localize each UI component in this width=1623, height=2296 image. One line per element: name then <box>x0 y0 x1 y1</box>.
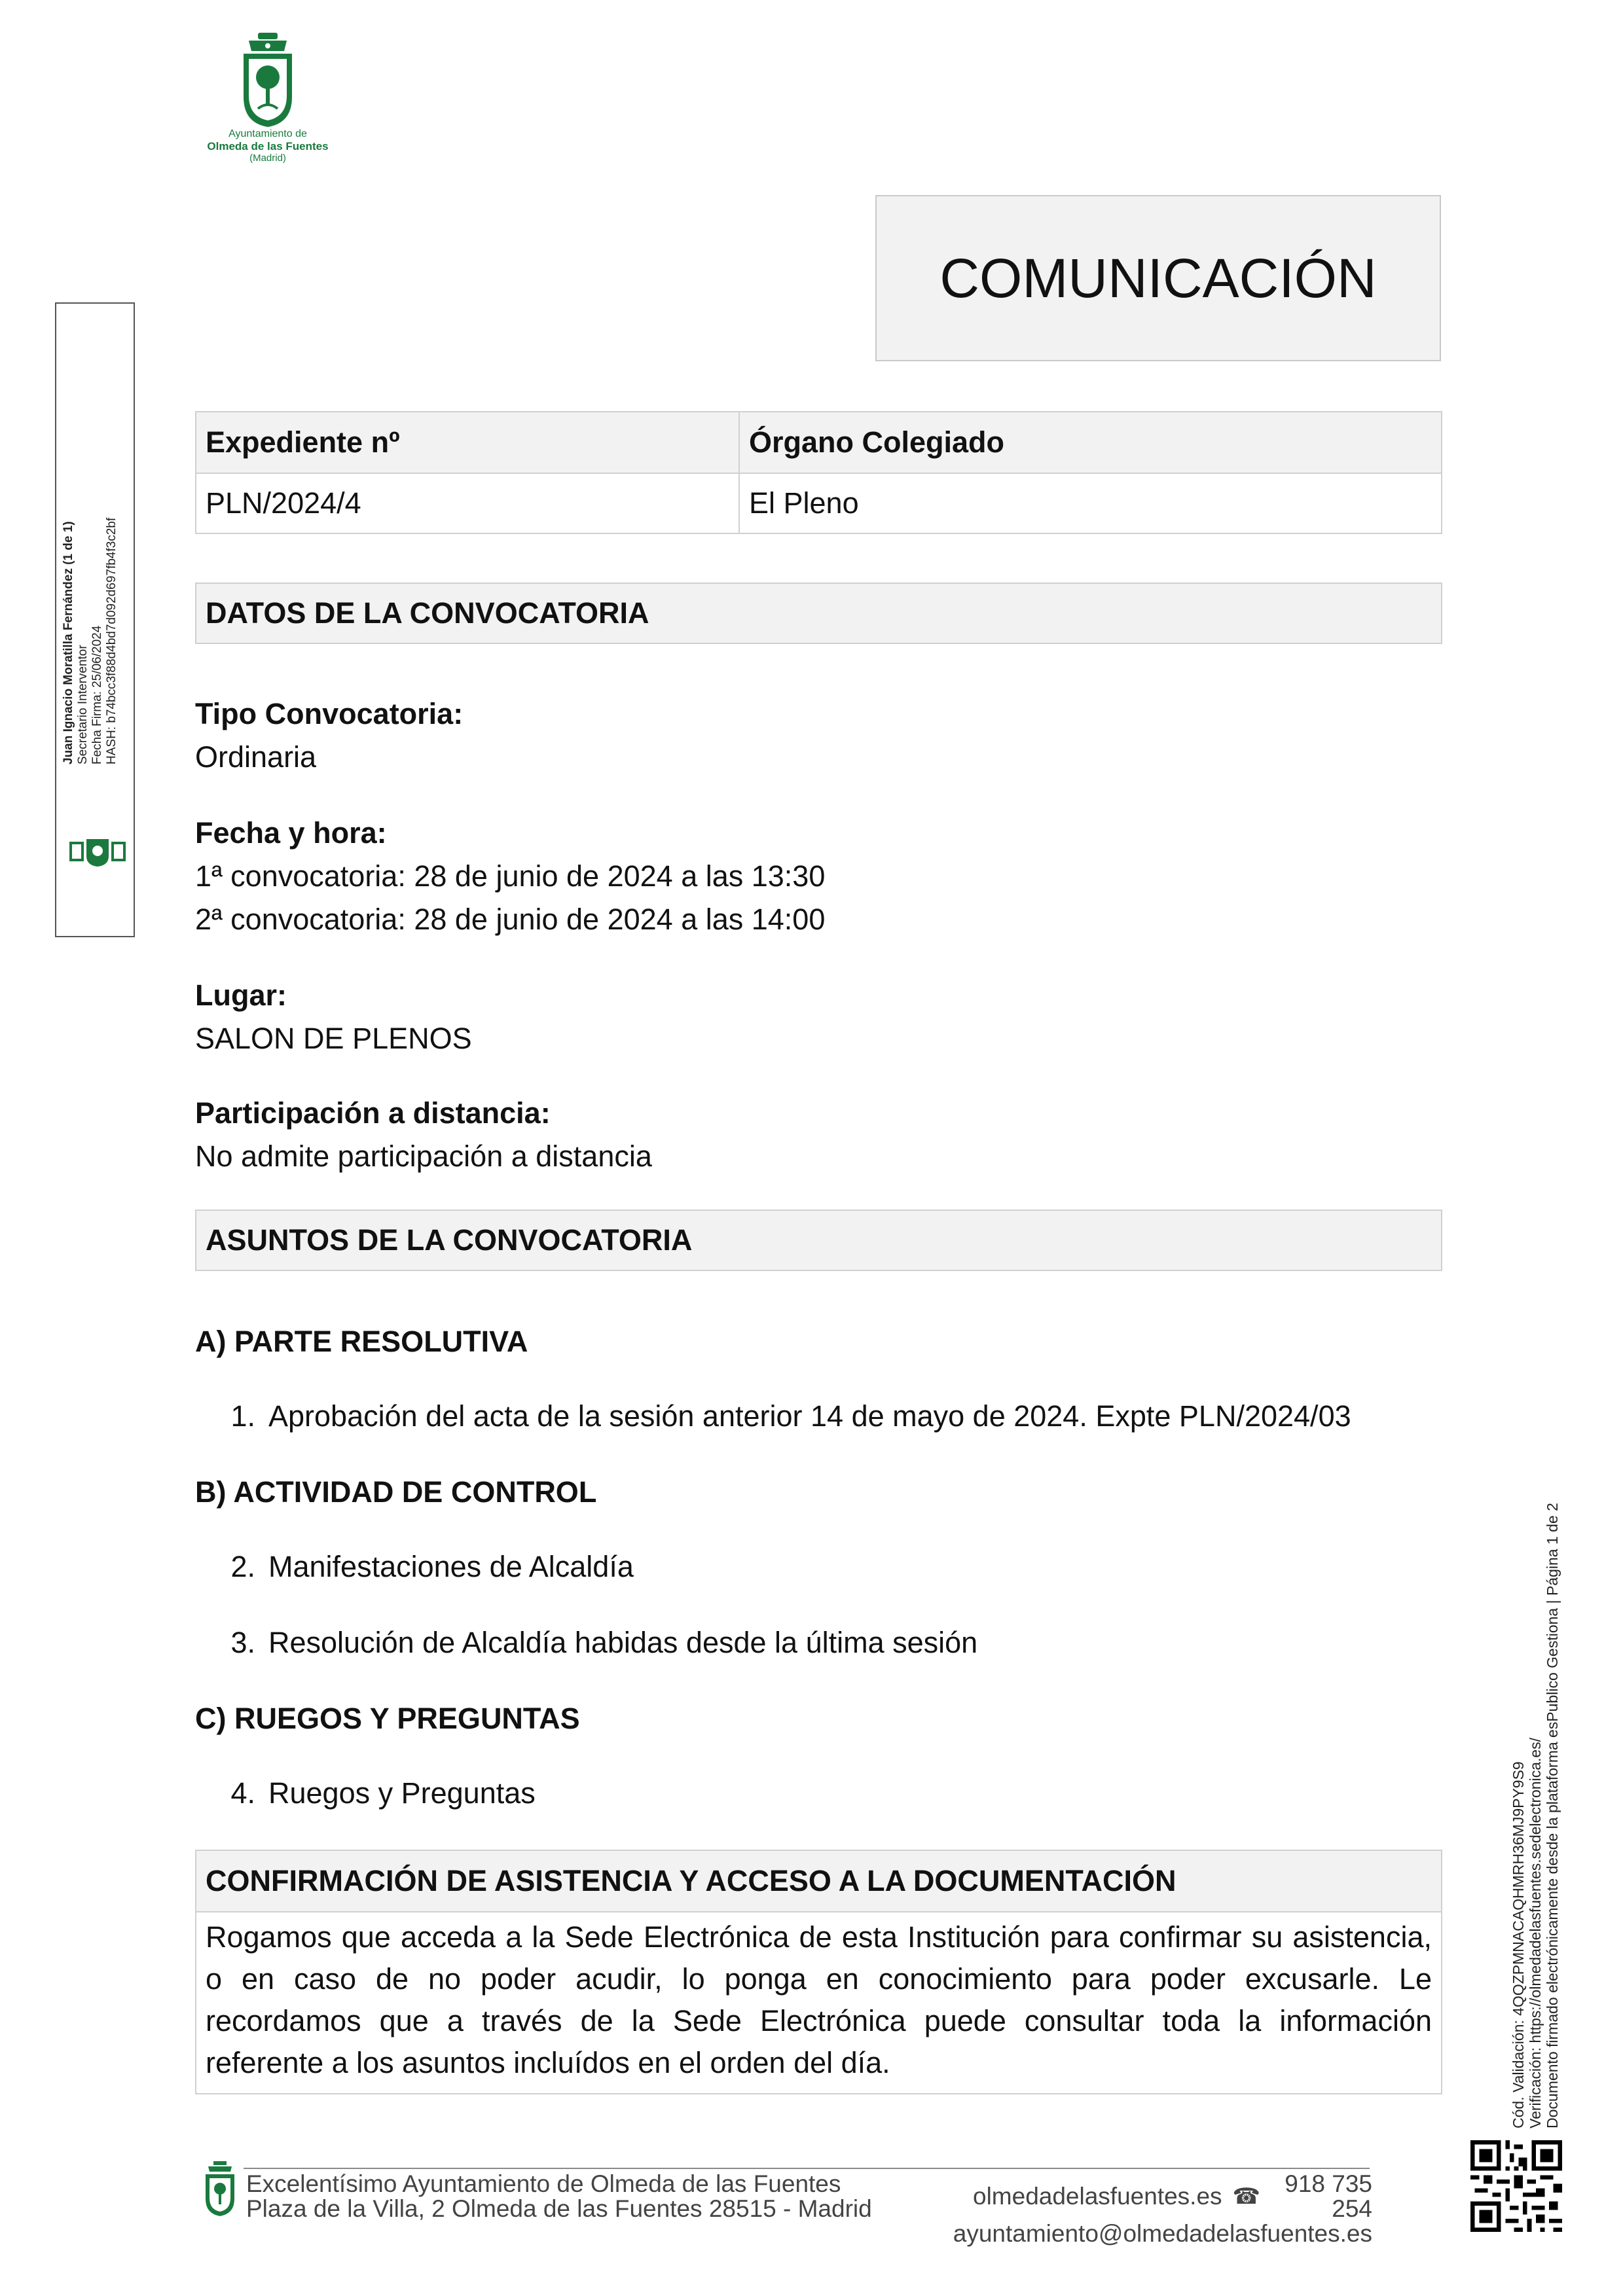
validation-platform: Documento firmado electrónicamente desde la plataforma esPublico Gestiona | Página 1 de 2 <box>1544 1503 1561 2128</box>
signature-text <box>62 306 119 764</box>
agenda-item-text: Manifestaciones de Alcaldía <box>268 1550 634 1583</box>
agenda-item <box>211 1550 634 1584</box>
coat-of-arms-icon <box>238 31 297 128</box>
logo-line3: (Madrid) <box>249 152 286 164</box>
agenda-item-number: 4. <box>230 1776 255 1810</box>
fecha-label: Fecha y hora: <box>195 816 387 850</box>
municipality-logo <box>194 31 342 177</box>
tipo-label: Tipo Convocatoria: <box>195 697 464 730</box>
participacion-label: Participación a distancia: <box>195 1096 551 1130</box>
footer-contact <box>953 2170 1372 2247</box>
footer-org-address: Plaza de la Villa, 2 Olmeda de las Fuentes 28515 - Madrid <box>246 2195 872 2222</box>
fecha-line1: 1ª convocatoria: 28 de junio de 2024 a las 13:30 <box>195 859 826 893</box>
confirmation-box <box>195 1850 1442 2094</box>
document-title: COMUNICACIÓN <box>875 195 1441 361</box>
confirmation-header: CONFIRMACIÓN DE ASISTENCIA Y ACCESO A LA DOCUMENTACIÓN <box>196 1851 1441 1912</box>
expediente-value: PLN/2024/4 <box>196 473 739 533</box>
agenda-item <box>211 1776 536 1810</box>
participacion-block <box>195 1092 1442 1178</box>
validation-url: Verificación: https://olmedadelasfuentes.sedelectronica.es/ <box>1527 1737 1544 2128</box>
validation-code: Cód. Validación: 4QQZPMNACAQHMRH36MJ9PY9S9 <box>1510 1761 1527 2128</box>
signer-role: Secretario Interventor <box>76 645 90 764</box>
agenda-item-number: 3. <box>230 1626 255 1659</box>
signature-date: Fecha Firma: 25/06/2024 <box>90 625 104 764</box>
footer-logo-icon <box>203 2160 237 2216</box>
fecha-block <box>195 812 1442 941</box>
agenda-item <box>211 1399 1351 1433</box>
logo-line2: Olmeda de las Fuentes <box>207 140 329 152</box>
asuntos-section-header: ASUNTOS DE LA CONVOCATORIA <box>195 1210 1442 1271</box>
footer-phone: 918 735 254 <box>1285 2170 1372 2222</box>
footer-address <box>246 2172 872 2221</box>
signature-hash: HASH: b74bcc3f88d4bd7d092d697fb4f3c2bf <box>105 517 119 764</box>
agenda-item <box>211 1626 977 1660</box>
lugar-block <box>195 974 1442 1060</box>
agenda-item-number: 2. <box>230 1550 255 1583</box>
organo-header: Órgano Colegiado <box>739 412 1442 473</box>
qr-code-icon <box>1470 2140 1562 2232</box>
datos-section-header: DATOS DE LA CONVOCATORIA <box>195 583 1442 644</box>
parte-resolutiva-heading: A) PARTE RESOLUTIVA <box>195 1325 528 1358</box>
agenda-item-text: Ruegos y Preguntas <box>268 1776 536 1810</box>
signature-seal-icon <box>68 836 127 867</box>
agenda-item-text: Aprobación del acta de la sesión anterior 14 de mayo de 2024. Expte PLN/2024/03 <box>268 1399 1351 1433</box>
lugar-label: Lugar: <box>195 978 287 1012</box>
confirmation-body: Rogamos que acceda a la Sede Electrónica de esta Institución para confirmar su asistencia, o en caso de no poder acudir, lo ponga en conocimiento para poder excusarle. Le recordamos que a través de la Sede Electrónica puede consultar toda la información referente a los asuntos incluídos en el orden del día. <box>206 1920 1432 2079</box>
tipo-value: Ordinaria <box>195 740 317 774</box>
tipo-block <box>195 692 1442 779</box>
expediente-header: Expediente nº <box>196 412 739 473</box>
signer-name: Juan Ignacio Moratilla Fernández (1 de 1) <box>62 521 75 764</box>
logo-line1: Ayuntamiento de <box>228 128 307 139</box>
organo-value: El Pleno <box>739 473 1442 533</box>
agenda-item-text: Resolución de Alcaldía habidas desde la última sesión <box>268 1626 978 1659</box>
footer-email[interactable]: ayuntamiento@olmedadelasfuentes.es <box>953 2220 1372 2247</box>
validation-text <box>1510 1435 1561 2128</box>
footer-org-name: Excelentísimo Ayuntamiento de Olmeda de las Fuentes <box>246 2170 841 2197</box>
telephone-icon: ☎ <box>1232 2184 1260 2209</box>
footer-divider <box>244 2168 1370 2169</box>
fecha-line2: 2ª convocatoria: 28 de junio de 2024 a las 14:00 <box>195 903 826 936</box>
ruegos-preguntas-heading: C) RUEGOS Y PREGUNTAS <box>195 1702 580 1735</box>
info-table <box>195 411 1442 534</box>
participacion-value: No admite participación a distancia <box>195 1139 652 1173</box>
actividad-control-heading: B) ACTIVIDAD DE CONTROL <box>195 1475 597 1509</box>
agenda-item-number: 1. <box>230 1399 255 1433</box>
footer-website[interactable]: olmedadelasfuentes.es <box>973 2183 1222 2210</box>
lugar-value: SALON DE PLENOS <box>195 1022 472 1055</box>
